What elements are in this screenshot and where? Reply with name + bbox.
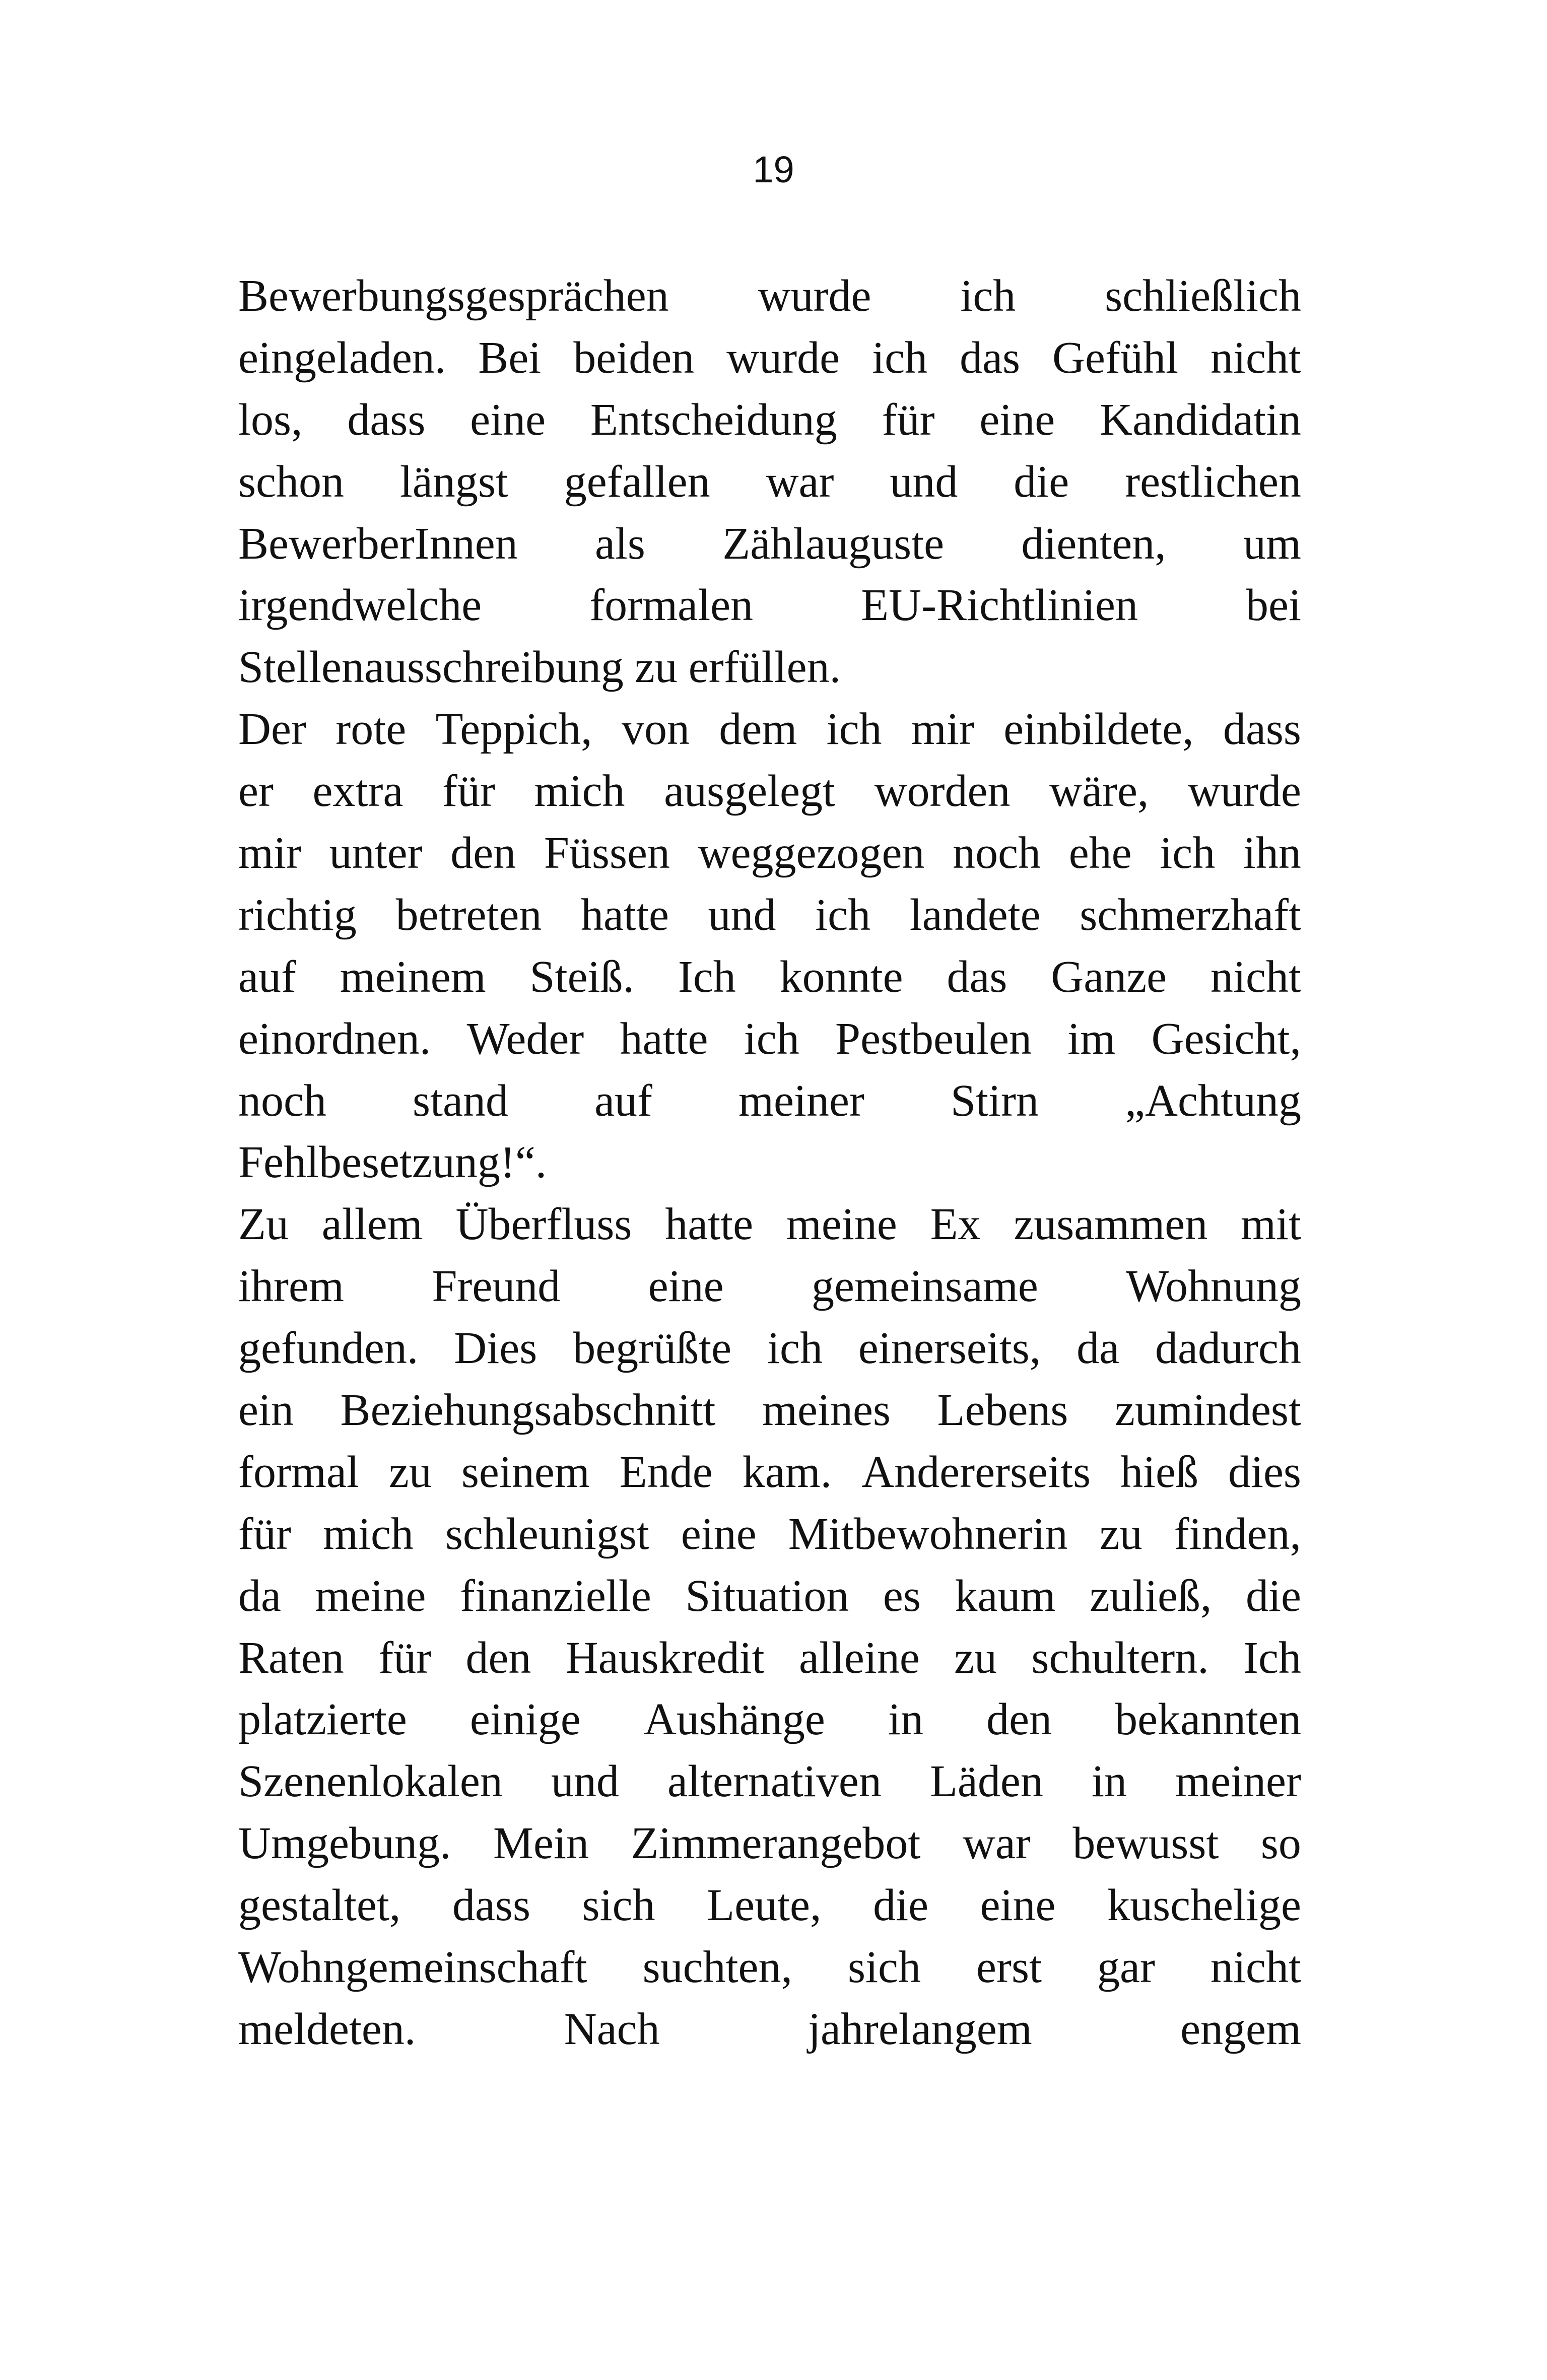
word: eine [648, 1261, 724, 1312]
word: zu [634, 642, 678, 693]
word: engem [1180, 2004, 1301, 2054]
word: Ich [1243, 1633, 1301, 1683]
text-line [238, 1008, 1301, 1070]
word: dienten, [1021, 518, 1166, 569]
word: es [883, 1571, 921, 1621]
word: Andererseits [861, 1447, 1091, 1497]
word: Szenenlokalen [238, 1756, 503, 1807]
word: zumindest [1115, 1385, 1301, 1436]
word: Überfluss [455, 1199, 632, 1250]
word: dass [347, 394, 426, 445]
word: Ich [678, 951, 736, 1002]
word: hieß [1120, 1447, 1198, 1497]
word: ich [872, 332, 928, 383]
word: ich [767, 1323, 823, 1374]
word: ich [960, 271, 1016, 321]
word: bekannten [1115, 1694, 1301, 1745]
word: dass [1223, 704, 1301, 755]
word: irgendwelche [238, 580, 482, 631]
word: den [465, 1633, 531, 1683]
word: schon [238, 456, 344, 507]
word: platzierte [238, 1694, 407, 1745]
word: war [766, 456, 834, 507]
word: für [882, 394, 935, 445]
word: Steiß. [529, 951, 635, 1002]
word: Ganze [1051, 951, 1167, 1002]
word: Bei [478, 332, 542, 383]
text-line [238, 946, 1301, 1008]
word: hatte [581, 890, 669, 940]
word: meine [786, 1199, 897, 1250]
word: meine [315, 1571, 426, 1621]
word: stand [413, 1075, 508, 1126]
word: einbildete, [1003, 704, 1194, 755]
word: ich [815, 890, 871, 940]
word: schultern. [1031, 1633, 1209, 1683]
word: suchten, [642, 1942, 792, 1993]
text-line [238, 1132, 1301, 1194]
word: zusammen [1014, 1199, 1208, 1250]
word: Beziehungsabschnitt [340, 1385, 716, 1436]
text-line [238, 451, 1301, 513]
word: Gefühl [1052, 332, 1178, 383]
text-line [238, 1194, 1301, 1256]
word: gar [1097, 1942, 1155, 1993]
word: restlichen [1125, 456, 1301, 507]
word: eine [681, 1509, 757, 1559]
word: wurde [726, 332, 840, 383]
word: wäre, [1049, 766, 1149, 817]
text-line [238, 1070, 1301, 1132]
word: da [238, 1571, 281, 1621]
word: eine [470, 394, 546, 445]
text-line [238, 1442, 1301, 1504]
word: eine [979, 394, 1055, 445]
word: und [890, 456, 958, 507]
word: seinem [461, 1447, 590, 1497]
word: landete [909, 890, 1041, 940]
word: Aushänge [643, 1694, 825, 1745]
text-line [238, 1256, 1301, 1318]
word: worden [874, 766, 1011, 817]
word: Lebens [937, 1385, 1068, 1436]
word: Stellenausschreibung [238, 642, 624, 693]
word: gestaltet, [238, 1880, 401, 1931]
word: meiner [1175, 1756, 1301, 1807]
text-line [238, 1751, 1301, 1813]
word: BewerberInnen [238, 518, 518, 569]
word: noch [238, 1075, 326, 1126]
word: eingeladen. [238, 332, 446, 383]
word: auf [594, 1075, 652, 1126]
word: und [708, 890, 776, 940]
word: rote [335, 704, 407, 755]
word: formal [238, 1447, 359, 1497]
word: erfüllen. [688, 642, 841, 693]
word: wurde [758, 271, 871, 321]
text-line [238, 1318, 1301, 1380]
word: ihrem [238, 1261, 344, 1312]
word: die [1245, 1571, 1301, 1621]
word: bewusst [1072, 1818, 1219, 1869]
text-line [238, 327, 1301, 389]
word: Dies [454, 1323, 537, 1374]
word: das [960, 332, 1021, 383]
word: kam. [742, 1447, 832, 1497]
word: eine [980, 1880, 1056, 1931]
text-line [238, 823, 1301, 885]
word: gemeinsame [812, 1261, 1038, 1312]
word: Gesicht, [1151, 1013, 1301, 1064]
word: um [1243, 518, 1301, 569]
word: ich [744, 1013, 799, 1064]
word: für [238, 1509, 291, 1559]
word: ich [1160, 828, 1216, 878]
word: ausgelegt [664, 766, 835, 817]
word: Wohngemeinschaft [238, 1942, 587, 1993]
word: meiner [738, 1075, 864, 1126]
word: den [986, 1694, 1052, 1745]
word: von [621, 704, 690, 755]
word: zuließ, [1089, 1571, 1212, 1621]
word: sich [582, 1880, 655, 1931]
word: Entscheidung [590, 394, 837, 445]
word: gefallen [564, 456, 710, 507]
word: Wohnung [1126, 1261, 1301, 1312]
word: kuschelige [1107, 1880, 1301, 1931]
word: die [1014, 456, 1069, 507]
word: Zu [238, 1199, 289, 1250]
word: Umgebung. [238, 1818, 451, 1869]
word: Zählauguste [722, 518, 945, 569]
word: schließlich [1105, 271, 1301, 321]
word: einige [469, 1694, 581, 1745]
word: konnte [779, 951, 903, 1002]
text-line [238, 637, 1301, 699]
word: bei [1246, 580, 1301, 631]
text-line [238, 1875, 1301, 1937]
word: auf [238, 951, 296, 1002]
word: allem [321, 1199, 423, 1250]
word: weggezogen [698, 828, 925, 878]
word: Situation [685, 1571, 849, 1621]
word: betreten [395, 890, 542, 940]
word: für [442, 766, 495, 817]
word: richtig [238, 890, 357, 940]
word: Bewerbungsgesprächen [238, 271, 669, 321]
word: ihn [1243, 828, 1301, 878]
word: Kandidatin [1100, 394, 1301, 445]
word: nicht [1210, 951, 1301, 1002]
text-line [238, 575, 1301, 637]
text-line [238, 1689, 1301, 1751]
word: schleunigst [445, 1509, 649, 1559]
word: beiden [573, 332, 695, 383]
word: mit [1240, 1199, 1301, 1250]
word: finden, [1174, 1509, 1301, 1559]
word: Teppich, [435, 704, 592, 755]
word: Raten [238, 1633, 344, 1683]
word: gefunden. [238, 1323, 419, 1374]
word: kaum [955, 1571, 1056, 1621]
word: EU-Richtlinien [861, 580, 1138, 631]
word: dies [1228, 1447, 1301, 1497]
word: Fehlbesetzung!“. [238, 1137, 547, 1188]
word: mich [322, 1509, 414, 1559]
text-line [238, 513, 1301, 575]
text-line [238, 1813, 1301, 1875]
word: Pestbeulen [835, 1013, 1032, 1064]
text-line [238, 1627, 1301, 1689]
word: extra [312, 766, 403, 817]
word: zu [388, 1447, 432, 1497]
word: da [1077, 1323, 1120, 1374]
word: meldeten. [238, 2004, 416, 2054]
word: dadurch [1155, 1323, 1301, 1374]
word: Freund [432, 1261, 561, 1312]
word: Füssen [544, 828, 670, 878]
word: Mitbewohnerin [788, 1509, 1068, 1559]
word: jahrelangem [808, 2004, 1032, 2054]
page-number: 19 [753, 149, 794, 190]
text-line [238, 1566, 1301, 1627]
word: „Achtung [1125, 1075, 1301, 1126]
word: ein [238, 1385, 294, 1436]
word: für [378, 1633, 432, 1683]
word: unter [329, 828, 423, 878]
word: ehe [1068, 828, 1132, 878]
word: in [888, 1694, 923, 1745]
word: finanzielle [459, 1571, 651, 1621]
word: Leute, [707, 1880, 822, 1931]
word: erst [976, 1942, 1042, 1993]
word: los, [238, 394, 303, 445]
word: ich [826, 704, 882, 755]
word: Ex [930, 1199, 981, 1250]
word: im [1067, 1013, 1116, 1064]
word: den [450, 828, 516, 878]
text-line [238, 389, 1301, 451]
word: mir [238, 828, 301, 878]
word: alternativen [667, 1756, 882, 1807]
word: er [238, 766, 274, 817]
word: mir [911, 704, 974, 755]
word: nicht [1210, 332, 1301, 383]
text-line [238, 1999, 1301, 2061]
word: Ende [619, 1447, 713, 1497]
word: Zimmerangebot [631, 1818, 921, 1869]
word: war [962, 1818, 1031, 1869]
word: als [594, 518, 645, 569]
word: hatte [665, 1199, 754, 1250]
word: wurde [1188, 766, 1301, 817]
text-line [238, 761, 1301, 823]
word: begrüßte [573, 1323, 732, 1374]
word: Nach [564, 2004, 660, 2054]
word: Läden [929, 1756, 1043, 1807]
text-line [238, 885, 1301, 946]
text-line [238, 699, 1301, 761]
word: meinem [340, 951, 486, 1002]
text-line [238, 265, 1301, 327]
word: die [873, 1880, 929, 1931]
text-line [238, 1380, 1301, 1442]
word: noch [953, 828, 1041, 878]
word: sich [848, 1942, 921, 1993]
word: so [1260, 1818, 1301, 1869]
word: einordnen. [238, 1013, 431, 1064]
word: hatte [620, 1013, 708, 1064]
body-text [238, 265, 1301, 2061]
text-line [238, 1504, 1301, 1566]
word: dass [452, 1880, 530, 1931]
word: in [1091, 1756, 1127, 1807]
word: alleine [798, 1633, 920, 1683]
word: dem [719, 704, 797, 755]
word: nicht [1210, 1942, 1301, 1993]
word: Stirn [950, 1075, 1039, 1126]
word: und [551, 1756, 619, 1807]
text-line [238, 1937, 1301, 1999]
word: zu [1099, 1509, 1142, 1559]
word: einerseits, [858, 1323, 1041, 1374]
word: Weder [466, 1013, 584, 1064]
word: das [947, 951, 1007, 1002]
word: zu [954, 1633, 997, 1683]
word: längst [399, 456, 508, 507]
word: meines [762, 1385, 891, 1436]
word: mich [534, 766, 625, 817]
word: Mein [493, 1818, 589, 1869]
word: Der [238, 704, 306, 755]
word: Hauskredit [565, 1633, 765, 1683]
word: schmerzhaft [1080, 890, 1301, 940]
word: formalen [589, 580, 754, 631]
